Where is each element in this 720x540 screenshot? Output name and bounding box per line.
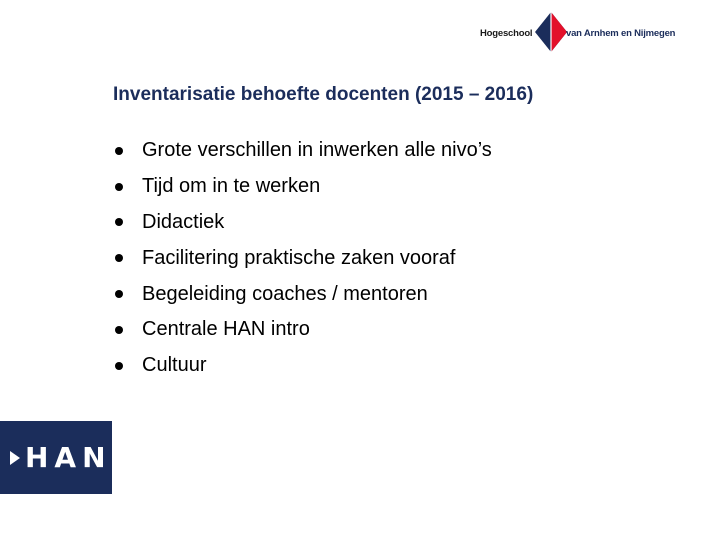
list-item [112,240,492,276]
logo-text-arnhem-nijmegen: van Arnhem en Nijmegen [566,28,676,39]
list-item [112,312,492,348]
bullet-text: Centrale HAN intro [142,318,310,341]
bullet-icon [115,183,123,191]
bullet-text: Cultuur [142,354,207,377]
han-logo [0,421,112,494]
slide-title: Inventarisatie behoefte docenten (2015 – 2016) [113,84,534,105]
play-arrow-icon [10,451,20,465]
list-item [112,133,492,169]
bullet-text: Grote verschillen in inwerken alle nivo’s [142,139,492,162]
list-item [112,205,492,241]
bullet-text: Facilitering praktische zaken vooraf [142,246,456,269]
bullet-text: Begeleiding coaches / mentoren [142,282,428,305]
logo-text-hogeschool: Hogeschool [480,28,533,39]
bullet-icon [115,147,123,155]
bullet-icon [115,326,123,334]
bullet-icon [115,290,123,298]
bullet-icon [115,254,123,262]
bullet-icon [115,362,123,370]
list-item [112,276,492,312]
bullet-text: Didactiek [142,210,225,233]
bullet-icon [115,218,123,226]
han-logo-text: HAN [25,441,112,474]
list-item [112,169,492,205]
bullet-list [112,133,492,384]
diamond-logo-icon [535,12,567,52]
bullet-text: Tijd om in te werken [142,175,321,198]
list-item [112,348,492,384]
school-logo [478,12,674,56]
